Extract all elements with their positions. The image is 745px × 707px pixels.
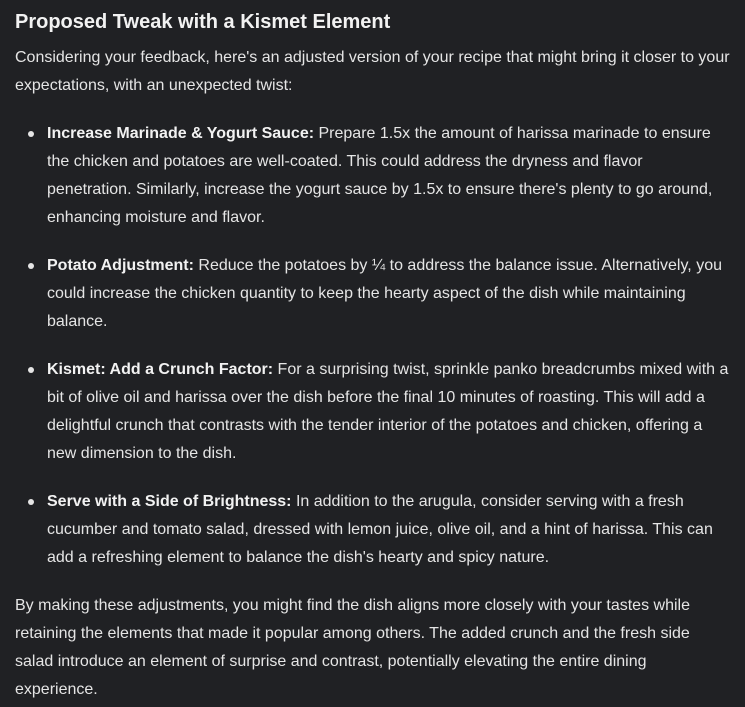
bullet-icon (28, 263, 34, 269)
list-item (15, 488, 730, 572)
item-label: Serve with a Side of Brightness: (47, 493, 292, 510)
conclusion-paragraph: By making these adjustments, you might find the dish aligns more closely with your tastes while retaining the elements that made it popular among others. The added crunch and the fresh side salad introduce an element of surprise and contrast, potentially elevating the entire dining experience. (15, 597, 690, 698)
bullet-icon (28, 131, 34, 137)
section-heading: Proposed Tweak with a Kismet Element (15, 11, 391, 33)
item-label: Potato Adjustment: (47, 257, 194, 274)
bullet-icon (28, 499, 34, 505)
item-text: Prepare 1.5x the amount of harissa marinade to ensure the chicken and potatoes are well-coated. This could address the dryness and flavor penetration. Similarly, increase the yogurt sauce by 1.5x to ensure there's plenty to go around, enhancing moisture and flavor. (47, 125, 713, 226)
item-text: In addition to the arugula, consider serving with a fresh cucumber and tomato salad, dressed with lemon juice, olive oil, and a hint of harissa. This can add a refreshing element to balance the dish's hearty and spicy nature. (47, 493, 713, 566)
intro-paragraph: Considering your feedback, here's an adjusted version of your recipe that might bring it closer to your expectations, with an unexpected twist: (15, 49, 730, 94)
list-item (15, 252, 730, 336)
item-label: Kismet: Add a Crunch Factor: (47, 361, 274, 378)
bullet-icon (28, 367, 34, 373)
list-item (15, 356, 730, 468)
item-label: Increase Marinade & Yogurt Sauce: (47, 125, 315, 142)
list-item (15, 120, 730, 232)
item-text: Reduce the potatoes by ¼ to address the balance issue. Alternatively, you could increase the chicken quantity to keep the hearty aspect of the dish while maintaining balance. (47, 257, 722, 330)
item-text: For a surprising twist, sprinkle panko breadcrumbs mixed with a bit of olive oil and harissa over the dish before the final 10 minutes of roasting. This will add a delightful crunch that contrasts with the tender interior of the potatoes and chicken, offering a new dimension to the dish. (47, 361, 729, 462)
suggestion-list (15, 120, 730, 572)
